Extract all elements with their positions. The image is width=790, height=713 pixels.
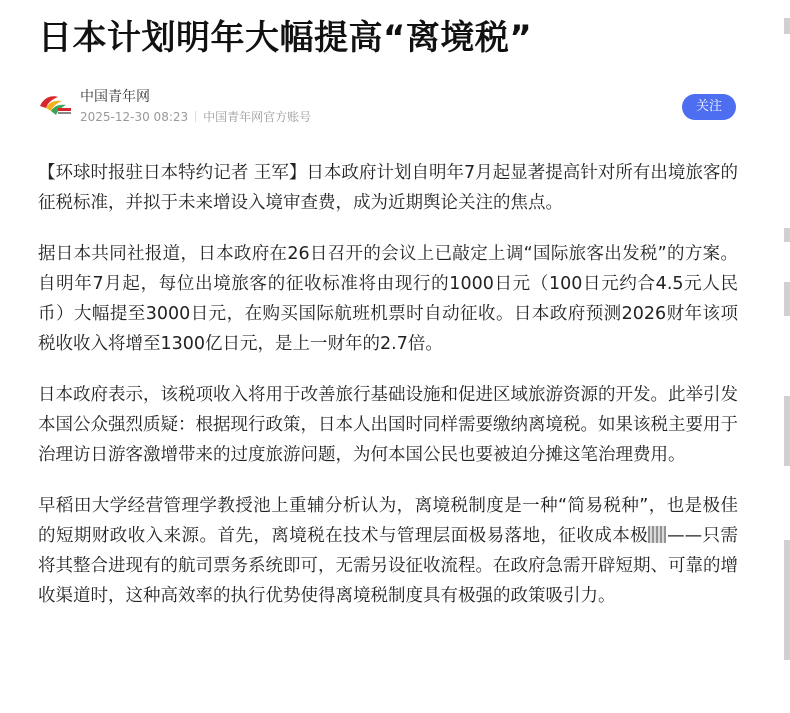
edge-glyph xyxy=(784,18,790,34)
paragraph-4 xyxy=(38,491,738,611)
follow-button[interactable]: 关注 xyxy=(682,94,736,120)
meta-divider xyxy=(195,111,196,122)
adjacent-panel-edge xyxy=(784,0,790,713)
edge-glyph xyxy=(784,396,790,466)
meta-line xyxy=(80,109,311,125)
article-meta xyxy=(38,88,738,128)
paragraph-4-part-1: 早稻田大学经营管理学教授池上重辅分析认为，离境税制度是一种“简易税种”，也是极佳的短期财政收入来源。首先，离境税在技术与管理层面极易落地，征收成本极 xyxy=(38,496,738,546)
paragraph-3: 日本政府表示，该税项收入将用于改善旅行基础设施和促进区域旅游资源的开发。此举引发本国公众强烈质疑：根据现行政策，日本人出国时同样需要缴纳离境税。如果该税主要用于治理访日游客激增带来的过度旅游问题，为何本国公民也要被迫分摊这笔治理费用。 xyxy=(38,385,738,465)
article xyxy=(38,0,738,632)
edge-glyph xyxy=(784,228,790,242)
edge-glyph xyxy=(784,540,790,660)
publish-datetime: 2025-12-30 08:23 xyxy=(80,110,189,124)
source-name[interactable]: 中国青年网 xyxy=(80,89,150,105)
article-title: 日本计划明年大幅提高“离境税” xyxy=(38,18,533,58)
source-account: 中国青年网官方账号 xyxy=(203,110,312,124)
cyol-logo-icon[interactable] xyxy=(38,94,72,118)
paragraph-2: 据日本共同社报道，日本政府在26日召开的会议上已敲定上调“国际旅客出发税”的方案。自明年7月起，每位出境旅客的征收标准将由现行的1000日元（100日元约合4.5元人民币）大幅提至3000日元，在购买国际航班机票时自动征收。日本政府预测2026财年该项税收收入将增至1300亿日元，是上一财年的2.7倍。 xyxy=(38,244,738,354)
edge-glyph xyxy=(784,282,790,316)
paragraph-4-part-2: ——只需将其整合进现有的航司票务系统即可，无需另设征收流程。在政府急需开辟短期、可靠的增收渠道时，这种高效率的执行优势使得离境税制度具有极强的政策吸引力。 xyxy=(38,526,738,606)
paragraph-1: 【环球时报驻日本特约记者 王军】日本政府计划自明年7月起显著提高针对所有出境旅客的征税标准，并拟于未来增设入境审查费，成为近期舆论关注的焦点。 xyxy=(38,163,738,213)
obscured-glyph xyxy=(648,526,666,543)
article-body xyxy=(38,158,738,611)
